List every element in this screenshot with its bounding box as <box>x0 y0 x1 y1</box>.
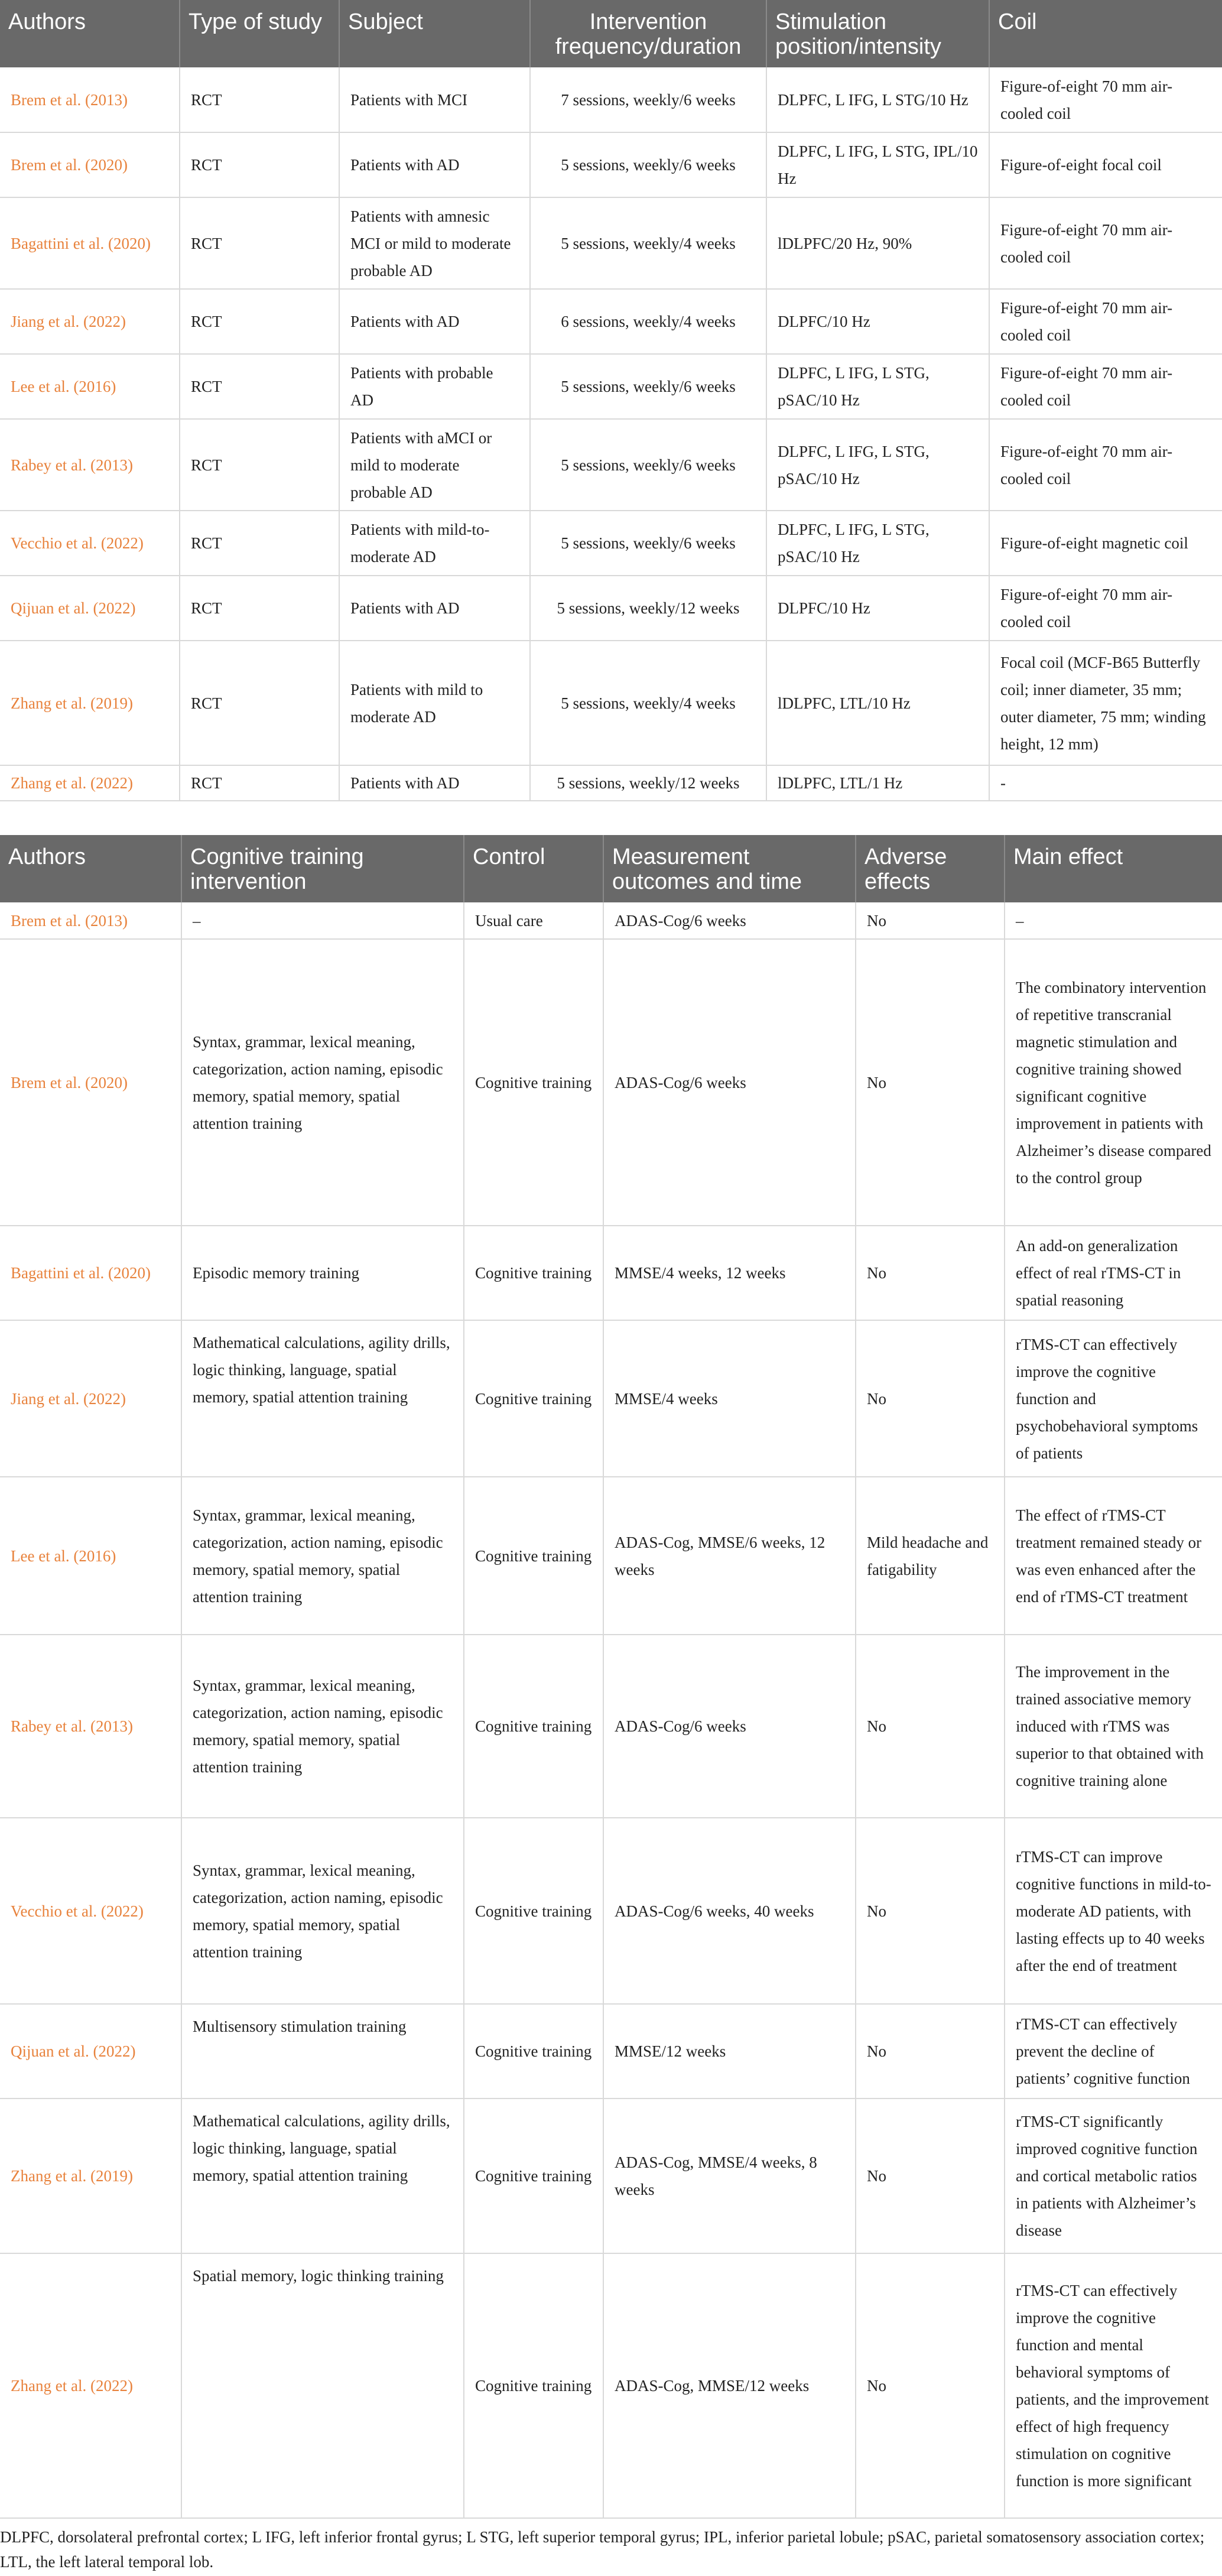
measurement-cell: MMSE/12 weeks <box>603 2004 856 2099</box>
author-cell: Zhang et al. (2022) <box>0 765 180 801</box>
measurement-cell: ADAS-Cog/6 weeks <box>603 902 856 939</box>
table-row <box>0 1477 1222 1635</box>
author-cell: Brem et al. (2020) <box>0 132 180 197</box>
table-row <box>0 132 1222 197</box>
header-subject: Subject <box>339 0 530 67</box>
coil-cell: Figure-of-eight 70 mm air-cooled coil <box>989 197 1222 289</box>
author-cell: Brem et al. (2013) <box>0 67 180 132</box>
measurement-cell: ADAS-Cog/6 weeks <box>603 939 856 1226</box>
table-footnote: DLPFC, dorsolateral prefrontal cortex; L IFG, left inferior frontal gyrus; L STG, left superior temporal gyrus; IPL, inferior parietal lobule; pSAC, parietal somatosensory association cortex; LTL, the left lateral temporal lob. <box>0 2528 1205 2571</box>
study-type-cell: RCT <box>180 197 339 289</box>
measurement-cell: MMSE/4 weeks, 12 weeks <box>603 1226 856 1320</box>
author-cell: Rabey et al. (2013) <box>0 419 180 511</box>
main-effect-cell: rTMS-CT can effectively improve the cognitive function and psychobehavioral symptoms of patients <box>1005 1320 1222 1477</box>
table-row <box>0 1320 1222 1477</box>
table-header-row <box>0 835 1222 902</box>
stimulation-cell: DLPFC, L IFG, L STG, pSAC/10 Hz <box>766 511 989 576</box>
author-cell: Brem et al. (2013) <box>0 902 181 939</box>
training-cell: Syntax, grammar, lexical meaning, categorization, action naming, episodic memory, spatial memory, spatial attention training <box>181 1635 464 1818</box>
training-cell: Multisensory stimulation training <box>181 2004 464 2099</box>
coil-cell: Figure-of-eight 70 mm air-cooled coil <box>989 67 1222 132</box>
intervention-cell: 5 sessions, weekly/6 weeks <box>530 511 766 576</box>
training-cell: Syntax, grammar, lexical meaning, categorization, action naming, episodic memory, spatial memory, spatial attention training <box>181 1818 464 2004</box>
header-coil: Coil <box>989 0 1222 67</box>
coil-cell: Figure-of-eight 70 mm air-cooled coil <box>989 419 1222 511</box>
adverse-effects-cell: No <box>856 1226 1005 1320</box>
intervention-cell: 5 sessions, weekly/12 weeks <box>530 576 766 641</box>
main-effect-cell: rTMS-CT can effectively improve the cognitive function and mental behavioral symptoms of patients, and the improvement effect of high frequency stimulation on cognitive function is more significant <box>1005 2253 1222 2518</box>
measurement-cell: ADAS-Cog, MMSE/6 weeks, 12 weeks <box>603 1477 856 1635</box>
table-row <box>0 2099 1222 2253</box>
main-effect-cell: The effect of rTMS-CT treatment remained steady or was even enhanced after the end of rTMS-CT treatment <box>1005 1477 1222 1635</box>
stimulation-cell: lDLPFC, LTL/1 Hz <box>766 765 989 801</box>
intervention-cell: 5 sessions, weekly/6 weeks <box>530 419 766 511</box>
study-type-cell: RCT <box>180 132 339 197</box>
author-cell: Jiang et al. (2022) <box>0 1320 181 1477</box>
coil-cell: Figure-of-eight 70 mm air-cooled coil <box>989 576 1222 641</box>
intervention-cell: 5 sessions, weekly/12 weeks <box>530 765 766 801</box>
table-row <box>0 511 1222 576</box>
header-type-of-study: Type of study <box>180 0 339 67</box>
author-cell: Bagattini et al. (2020) <box>0 197 180 289</box>
table-row <box>0 765 1222 801</box>
intervention-cell: 5 sessions, weekly/6 weeks <box>530 354 766 419</box>
author-cell: Lee et al. (2016) <box>0 354 180 419</box>
control-cell: Cognitive training <box>464 1818 603 2004</box>
author-cell: Zhang et al. (2019) <box>0 2099 181 2253</box>
adverse-effects-cell: No <box>856 1635 1005 1818</box>
header-adverse-effects: Adverse effects <box>856 835 1005 902</box>
outcomes-table <box>0 835 1222 2519</box>
study-type-cell: RCT <box>180 511 339 576</box>
subject-cell: Patients with AD <box>339 289 530 354</box>
main-effect-cell: The improvement in the trained associative memory induced with rTMS was superior to that obtained with cognitive training alone <box>1005 1635 1222 1818</box>
header-intervention: Intervention frequency/duration <box>530 0 766 67</box>
adverse-effects-cell: No <box>856 939 1005 1226</box>
author-cell: Vecchio et al. (2022) <box>0 1818 181 2004</box>
measurement-cell: MMSE/4 weeks <box>603 1320 856 1477</box>
subject-cell: Patients with aMCI or mild to moderate probable AD <box>339 419 530 511</box>
table-row <box>0 1635 1222 1818</box>
training-cell: Syntax, grammar, lexical meaning, categorization, action naming, episodic memory, spatial memory, spatial attention training <box>181 939 464 1226</box>
subject-cell: Patients with amnesic MCI or mild to moderate probable AD <box>339 197 530 289</box>
coil-cell: - <box>989 765 1222 801</box>
header-authors: Authors <box>0 0 180 67</box>
main-effect-cell: The combinatory intervention of repetitive transcranial magnetic stimulation and cognitive training showed significant cognitive improvement in patients with Alzheimer’s disease compared to the control group <box>1005 939 1222 1226</box>
training-cell: – <box>181 902 464 939</box>
author-cell: Rabey et al. (2013) <box>0 1635 181 1818</box>
header-control: Control <box>464 835 603 902</box>
header-main-effect: Main effect <box>1005 835 1222 902</box>
main-effect-cell: rTMS-CT can effectively prevent the decline of patients’ cognitive function <box>1005 2004 1222 2099</box>
table-header-row <box>0 0 1222 67</box>
stimulation-cell: DLPFC, L IFG, L STG, pSAC/10 Hz <box>766 419 989 511</box>
study-type-cell: RCT <box>180 765 339 801</box>
stimulation-cell: lDLPFC/20 Hz, 90% <box>766 197 989 289</box>
subject-cell: Patients with AD <box>339 132 530 197</box>
table-row <box>0 419 1222 511</box>
stimulation-cell: DLPFC/10 Hz <box>766 576 989 641</box>
adverse-effects-cell: No <box>856 2004 1005 2099</box>
control-cell: Cognitive training <box>464 939 603 1226</box>
table-row <box>0 1226 1222 1320</box>
coil-cell: Figure-of-eight magnetic coil <box>989 511 1222 576</box>
intervention-cell: 7 sessions, weekly/6 weeks <box>530 67 766 132</box>
measurement-cell: ADAS-Cog, MMSE/12 weeks <box>603 2253 856 2518</box>
subject-cell: Patients with MCI <box>339 67 530 132</box>
table-row <box>0 197 1222 289</box>
adverse-effects-cell: No <box>856 1818 1005 2004</box>
stimulation-cell: DLPFC/10 Hz <box>766 289 989 354</box>
header-stimulation: Stimulation position/intensity <box>766 0 989 67</box>
control-cell: Cognitive training <box>464 1320 603 1477</box>
adverse-effects-cell: Mild headache and fatigability <box>856 1477 1005 1635</box>
coil-cell: Focal coil (MCF-B65 Butterfly coil; inner diameter, 35 mm; outer diameter, 75 mm; winding height, 12 mm) <box>989 641 1222 765</box>
author-cell: Jiang et al. (2022) <box>0 289 180 354</box>
stimulation-cell: lDLPFC, LTL/10 Hz <box>766 641 989 765</box>
table-row <box>0 354 1222 419</box>
study-type-cell: RCT <box>180 576 339 641</box>
main-effect-cell: – <box>1005 902 1222 939</box>
study-type-cell: RCT <box>180 419 339 511</box>
table-row <box>0 939 1222 1226</box>
adverse-effects-cell: No <box>856 2253 1005 2518</box>
header-authors: Authors <box>0 835 181 902</box>
author-cell: Brem et al. (2020) <box>0 939 181 1226</box>
training-cell: Episodic memory training <box>181 1226 464 1320</box>
author-cell: Bagattini et al. (2020) <box>0 1226 181 1320</box>
header-measurement: Measurement outcomes and time <box>603 835 856 902</box>
table-row <box>0 2004 1222 2099</box>
training-cell: Mathematical calculations, agility drills, logic thinking, language, spatial memory, spatial attention training <box>181 1320 464 1477</box>
measurement-cell: ADAS-Cog/6 weeks <box>603 1635 856 1818</box>
adverse-effects-cell: No <box>856 2099 1005 2253</box>
coil-cell: Figure-of-eight focal coil <box>989 132 1222 197</box>
subject-cell: Patients with AD <box>339 765 530 801</box>
intervention-cell: 6 sessions, weekly/4 weeks <box>530 289 766 354</box>
subject-cell: Patients with probable AD <box>339 354 530 419</box>
control-cell: Cognitive training <box>464 2004 603 2099</box>
training-cell: Spatial memory, logic thinking training <box>181 2253 464 2518</box>
control-cell: Usual care <box>464 902 603 939</box>
coil-cell: Figure-of-eight 70 mm air-cooled coil <box>989 289 1222 354</box>
training-cell: Syntax, grammar, lexical meaning, categorization, action naming, episodic memory, spatial memory, spatial attention training <box>181 1477 464 1635</box>
measurement-cell: ADAS-Cog, MMSE/4 weeks, 8 weeks <box>603 2099 856 2253</box>
author-cell: Vecchio et al. (2022) <box>0 511 180 576</box>
subject-cell: Patients with AD <box>339 576 530 641</box>
coil-cell: Figure-of-eight 70 mm air-cooled coil <box>989 354 1222 419</box>
control-cell: Cognitive training <box>464 1226 603 1320</box>
control-cell: Cognitive training <box>464 2253 603 2518</box>
study-type-cell: RCT <box>180 67 339 132</box>
intervention-cell: 5 sessions, weekly/6 weeks <box>530 132 766 197</box>
control-cell: Cognitive training <box>464 1635 603 1818</box>
stimulation-cell: DLPFC, L IFG, L STG, IPL/10 Hz <box>766 132 989 197</box>
header-cognitive-training: Cognitive training intervention <box>181 835 464 902</box>
author-cell: Lee et al. (2016) <box>0 1477 181 1635</box>
stimulation-cell: DLPFC, L IFG, L STG, pSAC/10 Hz <box>766 354 989 419</box>
subject-cell: Patients with mild to moderate AD <box>339 641 530 765</box>
author-cell: Qijuan et al. (2022) <box>0 2004 181 2099</box>
main-effect-cell: rTMS-CT significantly improved cognitive function and cortical metabolic ratios in patients with Alzheimer’s disease <box>1005 2099 1222 2253</box>
intervention-cell: 5 sessions, weekly/4 weeks <box>530 641 766 765</box>
table-row <box>0 2253 1222 2518</box>
table-row <box>0 289 1222 354</box>
adverse-effects-cell: No <box>856 1320 1005 1477</box>
training-cell: Mathematical calculations, agility drills, logic thinking, language, spatial memory, spatial attention training <box>181 2099 464 2253</box>
study-characteristics-table <box>0 0 1222 801</box>
main-effect-cell: An add-on generalization effect of real rTMS-CT in spatial reasoning <box>1005 1226 1222 1320</box>
study-type-cell: RCT <box>180 641 339 765</box>
table-row <box>0 576 1222 641</box>
author-cell: Qijuan et al. (2022) <box>0 576 180 641</box>
table-row <box>0 902 1222 939</box>
table-row <box>0 67 1222 132</box>
measurement-cell: ADAS-Cog/6 weeks, 40 weeks <box>603 1818 856 2004</box>
main-effect-cell: rTMS-CT can improve cognitive functions in mild-to-moderate AD patients, with lasting effects up to 40 weeks after the end of treatment <box>1005 1818 1222 2004</box>
study-type-cell: RCT <box>180 289 339 354</box>
table-row <box>0 641 1222 765</box>
author-cell: Zhang et al. (2019) <box>0 641 180 765</box>
intervention-cell: 5 sessions, weekly/4 weeks <box>530 197 766 289</box>
stimulation-cell: DLPFC, L IFG, L STG/10 Hz <box>766 67 989 132</box>
subject-cell: Patients with mild-to-moderate AD <box>339 511 530 576</box>
adverse-effects-cell: No <box>856 902 1005 939</box>
table-row <box>0 1818 1222 2004</box>
control-cell: Cognitive training <box>464 1477 603 1635</box>
author-cell: Zhang et al. (2022) <box>0 2253 181 2518</box>
study-type-cell: RCT <box>180 354 339 419</box>
control-cell: Cognitive training <box>464 2099 603 2253</box>
